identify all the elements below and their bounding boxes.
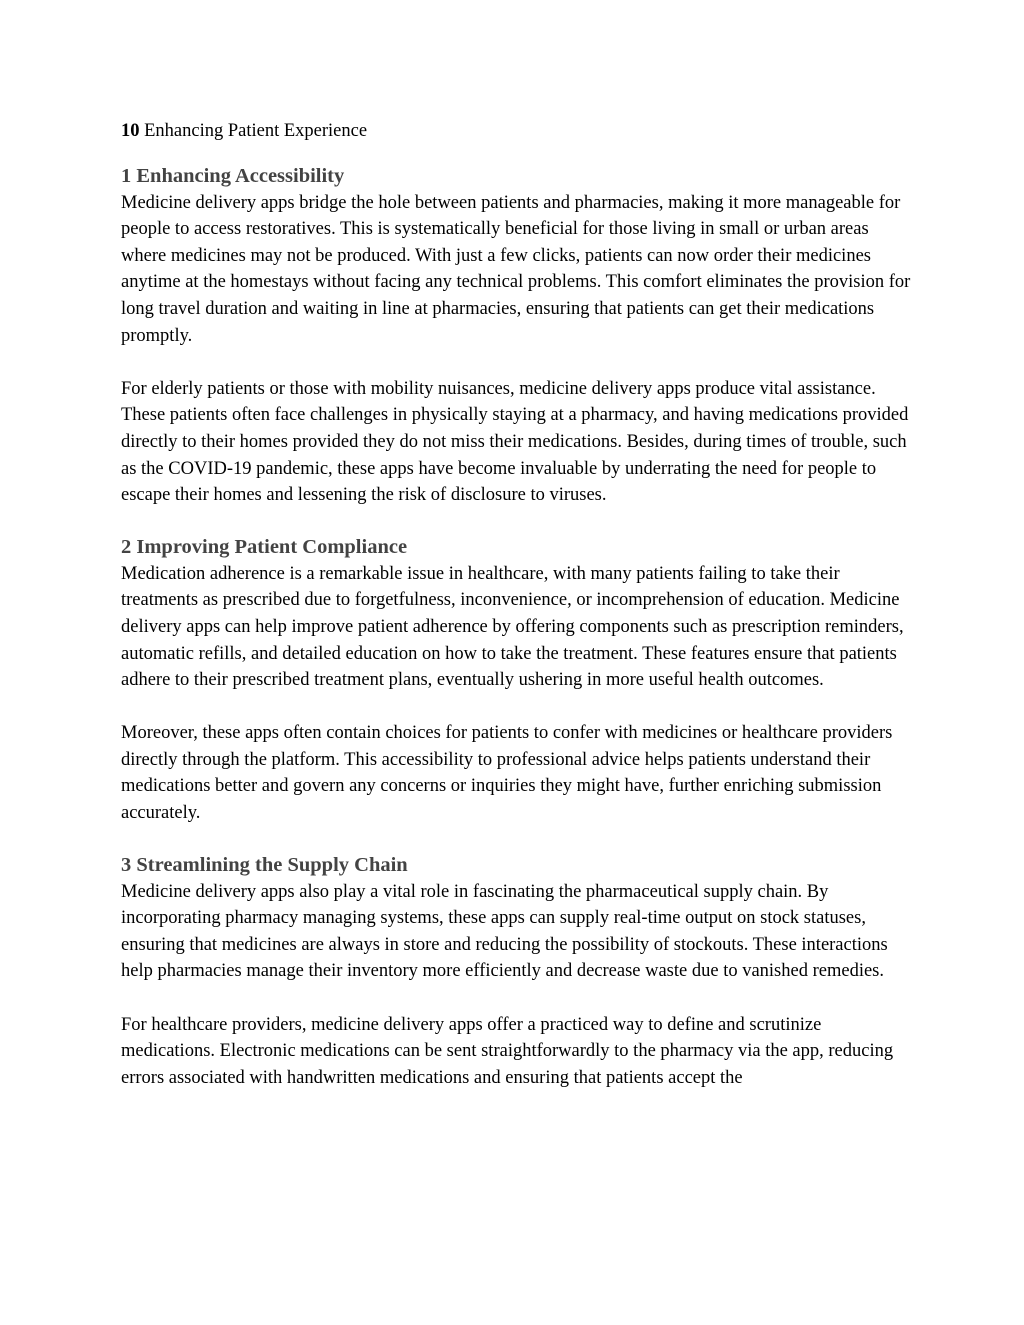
paragraph: Medicine delivery apps bridge the hole between patients and pharmacies, making it more manageable for people to access restoratives. This is systematically beneficial for those living in small or urban areas where medicines may not be produced. With just a few clicks, patients can now order their medicines anytime at the homestays without facing any technical problems. This comfort eliminates the provision for long travel duration and waiting in line at pharmacies, ensuring that patients can get their medications promptly. bbox=[121, 192, 911, 346]
paragraph: Medicine delivery apps also play a vital role in fascinating the pharmaceutical supply chain. By incorporating pharmacy managing systems, these apps can supply real-time output on stock statuses, ensuring that medicines are always in store and reducing the possibility of stockouts. These interactions help pharmacies manage their inventory more efficiently and decrease waste due to vanished remedies. bbox=[121, 881, 888, 982]
section-improving-patient-compliance bbox=[121, 533, 911, 827]
document-page bbox=[121, 118, 911, 1115]
intro-line bbox=[121, 118, 911, 145]
paragraph: For elderly patients or those with mobility nuisances, medicine delivery apps produce vital assistance. These patients often face challenges in physically staying at a pharmacy, and having medications provided directly to their homes provided they do not miss their medications. Besides, during times of trouble, such as the COVID-19 pandemic, these apps have become invaluable by underrating the need for people to escape their homes and lessening the risk of disclosure to viruses. bbox=[121, 378, 909, 506]
section-enhancing-accessibility bbox=[121, 162, 911, 509]
paragraph: Moreover, these apps often contain choices for patients to confer with medicines or healthcare providers directly through the platform. This accessibility to professional advice helps patients understand their medications better and govern any concerns or inquiries they might have, further enriching submission accurately. bbox=[121, 723, 893, 824]
intro-number: 10 bbox=[121, 121, 140, 141]
section-heading: 1 Enhancing Accessibility bbox=[121, 164, 345, 187]
section-streamlining-supply-chain bbox=[121, 851, 911, 1092]
intro-text: Enhancing Patient Experience bbox=[144, 121, 368, 141]
section-heading: 2 Improving Patient Compliance bbox=[121, 535, 408, 558]
paragraph: Medication adherence is a remarkable issue in healthcare, with many patients failing to take their treatments as prescribed due to forgetfulness, inconvenience, or incomprehension of education. Medicine delivery apps can help improve patient adherence by offering components such as prescription reminders, automatic refills, and detailed education on how to take the treatment. These features ensure that patients adhere to their prescribed treatment plans, eventually ushering in more useful health outcomes. bbox=[121, 563, 904, 691]
section-heading: 3 Streamlining the Supply Chain bbox=[121, 853, 408, 876]
paragraph: For healthcare providers, medicine delivery apps offer a practiced way to define and scrutinize medications. Electronic medications can be sent straightforwardly to the pharmacy via the app, reducing errors associated with handwritten medications and ensuring that patients accept the bbox=[121, 1014, 894, 1088]
